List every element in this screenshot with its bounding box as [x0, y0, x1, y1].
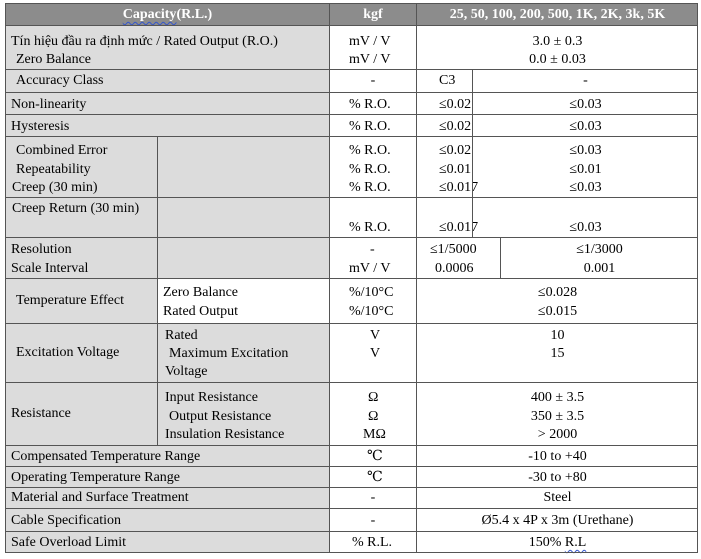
resolution-sub-cell — [157, 237, 329, 278]
resolution-value-a: ≤1/5000 — [430, 242, 477, 257]
creep-label: Creep (30 min) — [12, 180, 98, 195]
excitation-voltage-unit-cell — [329, 323, 416, 382]
creep-return-unit-cell — [329, 197, 416, 237]
resistance-label-cell — [5, 382, 157, 445]
resistance-sub-cell — [157, 382, 329, 445]
combined-error-label: Combined Error — [16, 143, 108, 158]
excitation-voltage-value-cell — [416, 323, 698, 382]
insulation-resistance-unit: MΩ — [363, 427, 386, 442]
non-linearity-value-a: ≤0.02 — [439, 97, 472, 112]
accuracy-class-value-b-cell — [472, 69, 698, 92]
combined-error-label-cell — [5, 136, 157, 197]
scale-interval-value-a: 0.0006 — [435, 261, 474, 276]
compensated-temp-value: -10 to +40 — [528, 449, 587, 464]
load-cell-spec-table — [5, 3, 697, 553]
output-resistance-unit: Ω — [368, 409, 379, 424]
combined-error-value-a: ≤0.02 — [439, 143, 472, 158]
combined-error-sub-cell — [157, 136, 329, 197]
non-linearity-unit-cell — [329, 92, 416, 114]
hysteresis-unit: % R.O. — [349, 119, 391, 134]
header-capacity-suffix: (R.L.) — [176, 7, 213, 22]
repeatability-label: Repeatability — [16, 162, 91, 177]
resolution-value-b: ≤1/3000 — [576, 242, 623, 257]
temp-zero-balance-unit: %/10°C — [349, 285, 394, 300]
accuracy-class-unit: - — [370, 73, 376, 88]
insulation-resistance-value: > 2000 — [537, 427, 578, 442]
accuracy-class-value-a-cell — [416, 69, 472, 92]
material-value: Steel — [543, 490, 572, 505]
output-resistance-value: 350 ± 3.5 — [530, 409, 585, 424]
resolution-label-cell — [5, 237, 157, 278]
combined-error-value-b: ≤0.03 — [569, 143, 602, 158]
repeatability-value-a: ≤0.01 — [439, 162, 472, 177]
combined-error-unit-cell — [329, 136, 416, 197]
operating-temp-label: Operating Temperature Range — [11, 470, 181, 485]
hysteresis-value-a-cell — [416, 114, 472, 136]
non-linearity-label-cell — [5, 92, 329, 114]
creep-return-value-a-cell — [416, 197, 479, 237]
scale-interval-unit: mV / V — [349, 261, 391, 276]
excitation-voltage-sub-cell — [157, 323, 329, 382]
cable-value: Ø5.4 x 4P x 3m (Urethane) — [481, 513, 634, 528]
zero-balance-value: 0.0 ± 0.03 — [529, 52, 586, 67]
compensated-temp-value-cell — [416, 445, 698, 466]
hysteresis-value-b: ≤0.03 — [569, 119, 602, 134]
creep-return-value-a: ≤0.017 — [439, 220, 479, 235]
non-linearity-unit: % R.O. — [349, 97, 391, 112]
table-bottom-border — [5, 552, 698, 553]
excitation-rated-unit: V — [370, 328, 381, 343]
rated-output-label: Tín hiệu đầu ra định mức / Rated Output (R.O.) — [11, 34, 278, 49]
temperature-effect-value-cell — [416, 278, 698, 323]
non-linearity-value-b-cell — [472, 92, 698, 114]
rated-output-label-cell — [5, 25, 329, 69]
overload-label: Safe Overload Limit — [11, 535, 127, 550]
cable-value-cell — [416, 508, 698, 531]
header-capacity-prefix: Capacity — [122, 7, 177, 22]
overload-value-cell — [416, 531, 698, 553]
rated-output-unit-cell — [329, 25, 416, 69]
output-resistance-label: Output Resistance — [169, 409, 272, 424]
compensated-temp-unit: ℃ — [367, 449, 383, 464]
excitation-voltage-label: Excitation Voltage — [16, 345, 120, 360]
creep-value-b: ≤0.03 — [569, 180, 602, 195]
resolution-value-a-cell — [416, 237, 500, 278]
cable-label-cell — [5, 508, 329, 531]
rated-output-unit: mV / V — [349, 34, 391, 49]
temp-rated-output-value: ≤0.015 — [537, 304, 578, 319]
repeatability-value-b: ≤0.01 — [569, 162, 602, 177]
excitation-rated-value: 10 — [550, 328, 565, 343]
scale-interval-value-b: 0.001 — [583, 261, 616, 276]
accuracy-class-value-b: - — [583, 73, 588, 88]
overload-value — [417, 534, 698, 552]
operating-temp-label-cell — [5, 466, 329, 487]
overload-value-prefix: 150% — [528, 535, 565, 550]
rated-output-value-cell — [416, 25, 698, 69]
hysteresis-value-a: ≤0.02 — [439, 119, 472, 134]
operating-temp-unit: ℃ — [367, 470, 383, 485]
combined-error-unit: % R.O. — [349, 143, 391, 158]
compensated-temp-unit-cell — [329, 445, 416, 466]
scale-interval-label: Scale Interval — [11, 261, 89, 276]
zero-balance-label: Zero Balance — [16, 52, 92, 67]
header-unit-cell — [329, 3, 416, 25]
creep-return-sub-cell — [157, 197, 329, 237]
compensated-temp-label-cell — [5, 445, 329, 466]
non-linearity-value-b: ≤0.03 — [569, 97, 602, 112]
temp-zero-balance-label: Zero Balance — [163, 285, 239, 300]
repeatability-unit: % R.O. — [349, 162, 391, 177]
operating-temp-value-cell — [416, 466, 698, 487]
accuracy-class-label: Accuracy Class — [16, 73, 104, 88]
accuracy-class-unit-cell — [329, 69, 416, 92]
overload-unit: % R.L. — [352, 535, 393, 550]
compensated-temp-label: Compensated Temperature Range — [11, 449, 201, 464]
operating-temp-unit-cell — [329, 466, 416, 487]
table-right-border — [697, 3, 698, 553]
hysteresis-label-cell — [5, 114, 329, 136]
cable-unit: - — [370, 513, 376, 528]
input-resistance-unit: Ω — [368, 390, 379, 405]
overload-unit-cell — [329, 531, 416, 553]
creep-return-unit: % R.O. — [349, 220, 391, 235]
creep-unit: % R.O. — [349, 180, 391, 195]
header-capacity-cell — [5, 3, 329, 25]
creep-return-value-b-cell — [472, 197, 698, 237]
header-capacities: 25, 50, 100, 200, 500, 1K, 2K, 3k, 5K — [449, 7, 666, 22]
accuracy-class-value-a: C3 — [439, 73, 456, 88]
excitation-rated-label: Rated — [165, 328, 198, 343]
resolution-value-b-cell — [500, 237, 698, 278]
excitation-max-label: Maximum Excitation Voltage — [165, 346, 289, 379]
excitation-voltage-label-cell — [5, 323, 157, 382]
resolution-unit: - — [370, 242, 375, 257]
resolution-label: Resolution — [11, 242, 72, 257]
resolution-unit-cell — [329, 237, 416, 278]
combined-error-value-a-cell — [416, 136, 479, 197]
material-label-cell — [5, 487, 329, 508]
input-resistance-label: Input Resistance — [165, 390, 258, 405]
creep-value-a: ≤0.017 — [439, 180, 479, 195]
temp-zero-balance-value: ≤0.028 — [537, 285, 578, 300]
overload-value-suffix: R.L — [564, 535, 587, 550]
temp-rated-output-unit: %/10°C — [349, 304, 394, 319]
material-unit-cell — [329, 487, 416, 508]
creep-return-label-cell — [5, 197, 157, 237]
creep-return-label: Creep Return (30 min) — [12, 201, 140, 216]
hysteresis-label: Hysteresis — [11, 119, 70, 134]
non-linearity-value-a-cell — [416, 92, 472, 114]
non-linearity-label: Non-linearity — [11, 97, 87, 112]
combined-error-value-b-cell — [472, 136, 698, 197]
input-resistance-value: 400 ± 3.5 — [530, 390, 585, 405]
creep-return-value-b: ≤0.03 — [569, 220, 602, 235]
resistance-unit-cell — [329, 382, 416, 445]
rated-output-value: 3.0 ± 0.3 — [532, 34, 583, 49]
zero-balance-unit: mV / V — [349, 52, 391, 67]
overload-label-cell — [5, 531, 329, 553]
resistance-value-cell — [416, 382, 698, 445]
excitation-max-value: 15 — [550, 346, 565, 361]
header-capacities-cell — [416, 3, 698, 25]
resistance-label: Resistance — [11, 406, 71, 421]
excitation-max-unit: V — [370, 346, 381, 361]
material-unit: - — [370, 490, 376, 505]
temperature-effect-label-cell — [5, 278, 157, 323]
cable-label: Cable Specification — [11, 513, 122, 528]
temperature-effect-sub-cell — [157, 278, 329, 323]
temperature-effect-label: Temperature Effect — [16, 293, 124, 308]
operating-temp-value: -30 to +80 — [528, 470, 587, 485]
material-value-cell — [416, 487, 698, 508]
insulation-resistance-label: Insulation Resistance — [165, 427, 285, 442]
hysteresis-unit-cell — [329, 114, 416, 136]
hysteresis-value-b-cell — [472, 114, 698, 136]
temp-rated-output-label: Rated Output — [163, 304, 239, 319]
header-unit: kgf — [363, 7, 383, 22]
cable-unit-cell — [329, 508, 416, 531]
accuracy-class-label-cell — [5, 69, 329, 92]
temperature-effect-unit-cell — [329, 278, 416, 323]
material-label: Material and Surface Treatment — [11, 490, 189, 505]
